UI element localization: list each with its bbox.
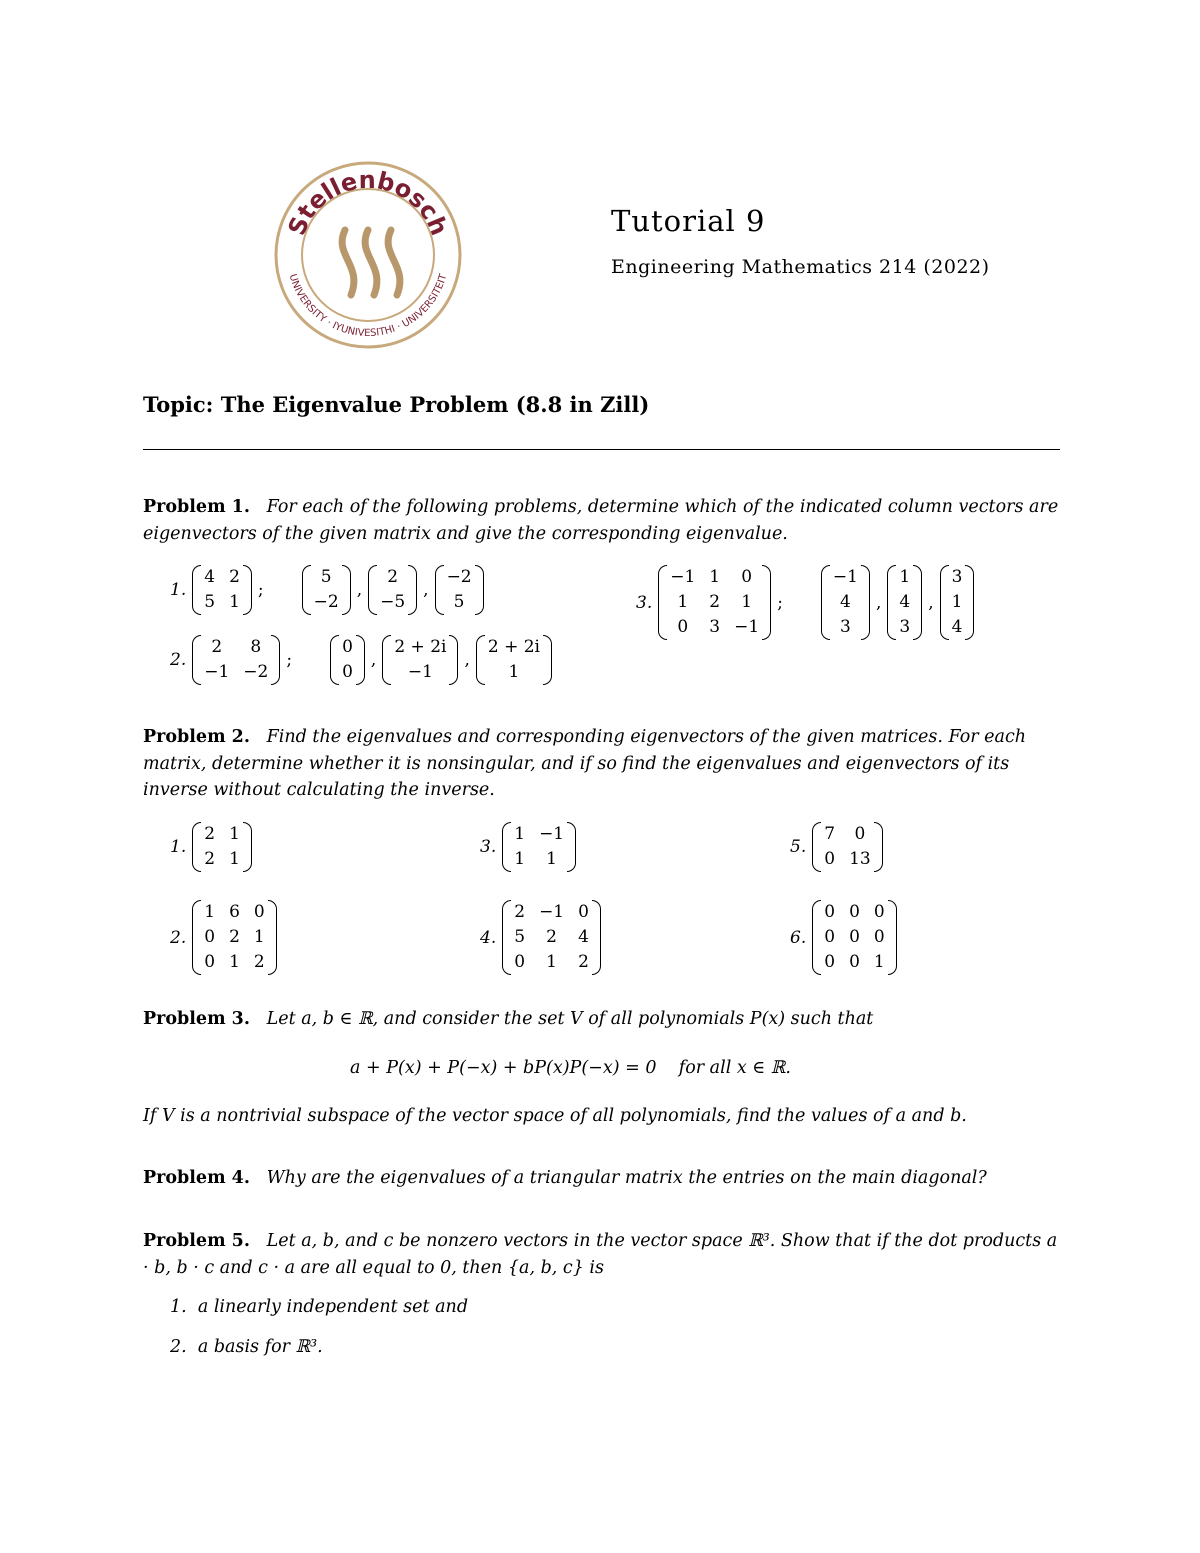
matrix-entry: 0 xyxy=(204,927,216,947)
matrix-entry: 0 xyxy=(514,952,526,972)
separator: , xyxy=(356,580,363,600)
matrix-entry: 2 xyxy=(514,902,526,922)
matrix-entry: 0 xyxy=(824,902,836,922)
matrix-entry: 2 xyxy=(229,567,240,587)
problem-3-equation: a + P(x) + P(−x) + bP(x)P(−x) = 0 for all x ∈ ℝ. xyxy=(350,1058,791,1078)
matrix-entry: −1 xyxy=(539,824,565,844)
problem-2-item xyxy=(790,900,897,975)
topic-heading: Topic: The Eigenvalue Problem (8.8 in Zill) xyxy=(143,392,650,417)
problem-3-text: Problem 3. Let a, b ∈ ℝ, and consider the set V of all polynomials P(x) such that xyxy=(143,1009,874,1029)
matrix-entry: 0 xyxy=(873,927,885,947)
problem-2-item xyxy=(170,822,252,872)
matrix-entry: 2 xyxy=(578,952,589,972)
column-vector xyxy=(435,565,484,615)
matrix-entry: 4 xyxy=(899,592,911,612)
separator: ; xyxy=(257,580,264,600)
matrix-entry: 1 xyxy=(546,849,557,869)
matrix-entry: 4 xyxy=(951,617,963,637)
matrix-entry: 1 xyxy=(204,902,216,922)
item-number: 5. xyxy=(790,837,807,857)
matrix-entry: −5 xyxy=(380,592,406,612)
matrix-entry: 0 xyxy=(578,902,589,922)
item-number: 6. xyxy=(790,927,807,948)
matrix-entry: 0 xyxy=(824,952,836,972)
matrix-entry: 1 xyxy=(514,849,526,869)
matrix-entry: 0 xyxy=(253,902,265,922)
separator: , xyxy=(423,580,429,600)
matrix-entry: 5 xyxy=(204,592,216,612)
matrix-entry: 0 xyxy=(824,849,836,869)
university-logo xyxy=(273,160,463,350)
item-number: 3. xyxy=(636,592,653,613)
item-number: 2. xyxy=(170,927,187,948)
item-number: 1. xyxy=(170,837,187,857)
matrix-entry: 2 xyxy=(204,849,216,869)
matrix xyxy=(502,822,576,872)
divider xyxy=(143,449,1060,450)
matrix-entry: 6 xyxy=(229,902,240,922)
matrix-entry: 1 xyxy=(899,567,911,587)
problem-2-item xyxy=(480,822,576,872)
item-number: 1. xyxy=(170,580,187,600)
matrix-entry: 1 xyxy=(253,927,265,947)
column-vector xyxy=(382,635,458,685)
matrix-entry: 5 xyxy=(453,592,465,612)
matrix-entry: 3 xyxy=(951,567,963,587)
matrix-entry: 1 xyxy=(677,592,689,612)
matrix-entry: 0 xyxy=(204,952,216,972)
matrix-entry: 0 xyxy=(824,927,836,947)
matrix-entry: 5 xyxy=(514,927,526,947)
problem-2-item xyxy=(480,900,601,975)
problem-2-item xyxy=(170,900,277,975)
matrix-entry: 13 xyxy=(849,849,871,869)
matrix-entry: −2 xyxy=(446,567,472,587)
matrix-entry: 1 xyxy=(508,662,520,682)
matrix xyxy=(812,900,896,975)
matrix-entry: 8 xyxy=(250,637,262,657)
matrix-entry: 0 xyxy=(854,824,866,844)
matrix-entry: 0 xyxy=(677,617,689,637)
matrix-entry: 0 xyxy=(741,567,753,587)
matrix-entry: 0 xyxy=(849,952,860,972)
matrix-entry: 4 xyxy=(578,927,589,947)
separator: , xyxy=(928,592,934,613)
column-vector xyxy=(821,565,870,640)
problem-2-item xyxy=(790,822,883,872)
problem-3-question: If V is a nontrivial subspace of the vector space of all polynomials, find the values of a and b. xyxy=(143,1106,967,1126)
column-vector xyxy=(330,635,365,685)
matrix-entry: 0 xyxy=(342,662,353,682)
separator: , xyxy=(464,650,470,670)
matrix-entry: 2 xyxy=(253,952,265,972)
matrix-entry: −2 xyxy=(243,662,269,682)
problem-1-text: Problem 1. For each of the following problems, determine which of the indicated column vectors are eigenvectors of the given matrix and give the corresponding eigenvalue. xyxy=(143,497,1059,544)
matrix-entry: 4 xyxy=(840,592,851,612)
column-vector xyxy=(887,565,922,640)
matrix-entry: −1 xyxy=(407,662,433,682)
item-number: 3. xyxy=(480,837,497,857)
separator: , xyxy=(370,650,377,670)
problem-5-text: Problem 5. Let a, b, and c be nonzero vectors in the vector space ℝ³. Show that if the dot products a · b, b · c and c · a are all equal to 0, then {a, b, c} is xyxy=(143,1231,1058,1278)
matrix-entry: −1 xyxy=(734,617,760,637)
matrix-entry: 2 xyxy=(204,824,216,844)
matrix-entry: 1 xyxy=(741,592,753,612)
problem-5-item-2: 2. a basis for ℝ³. xyxy=(170,1337,323,1357)
problem-1-item xyxy=(170,565,484,615)
matrix-entry: −1 xyxy=(204,662,230,682)
matrix-entry: 1 xyxy=(229,824,240,844)
matrix-entry: 4 xyxy=(204,567,216,587)
matrix-entry: 2 + 2i xyxy=(487,637,540,657)
matrix-entry: −1 xyxy=(539,902,565,922)
separator: , xyxy=(875,592,882,613)
problem-4-text: Problem 4. Why are the eigenvalues of a triangular matrix the entries on the main diagonal? xyxy=(143,1168,987,1188)
matrix-entry: 3 xyxy=(840,617,851,637)
matrix-entry: −1 xyxy=(832,567,858,587)
matrix-entry: 1 xyxy=(514,824,526,844)
column-vector xyxy=(302,565,351,615)
matrix xyxy=(192,635,280,685)
problem-5-item-1: 1. a linearly independent set and xyxy=(170,1297,469,1317)
matrix-entry: 3 xyxy=(709,617,721,637)
matrix xyxy=(192,822,252,872)
svg-text:Stellenbosch: Stellenbosch xyxy=(282,165,454,240)
matrix xyxy=(658,565,771,640)
matrix-entry: 1 xyxy=(229,849,240,869)
matrix-entry: 7 xyxy=(824,824,836,844)
matrix-entry: −2 xyxy=(313,592,339,612)
matrix-entry: 0 xyxy=(849,902,860,922)
matrix-entry: 2 xyxy=(546,927,557,947)
matrix-entry: 2 xyxy=(709,592,721,612)
matrix-entry: −1 xyxy=(670,567,696,587)
matrix-entry: 2 xyxy=(229,927,240,947)
tutorial-subtitle: Engineering Mathematics 214 (2022) xyxy=(611,256,990,278)
matrix xyxy=(502,900,601,975)
svg-text:UNIVERSITY · IYUNIVESITHI · UN: UNIVERSITY · IYUNIVESITHI · UNIVERSITEIT xyxy=(286,272,450,340)
tutorial-title: Tutorial 9 xyxy=(611,204,766,238)
item-number: 4. xyxy=(480,927,497,948)
matrix-entry: 5 xyxy=(320,567,332,587)
problem-1-item xyxy=(170,635,552,685)
matrix-entry: 1 xyxy=(546,952,557,972)
matrix xyxy=(192,900,276,975)
matrix-entry: 1 xyxy=(709,567,721,587)
matrix xyxy=(192,565,252,615)
matrix-entry: 0 xyxy=(873,902,885,922)
problem-1-item xyxy=(636,565,974,640)
item-number: 2. xyxy=(170,650,187,670)
problem-2-text: Problem 2. Find the eigenvalues and corresponding eigenvectors of the given matrices. For each matrix, determine whether it is nonsingular, and if so find the eigenvalues and eigenvectors of its inverse without calculating the inverse. xyxy=(143,727,1027,800)
matrix-entry: 1 xyxy=(229,952,240,972)
matrix-entry: 2 xyxy=(387,567,399,587)
column-vector xyxy=(368,565,417,615)
matrix-entry: 2 + 2i xyxy=(394,637,447,657)
matrix xyxy=(812,822,882,872)
column-vector xyxy=(476,635,552,685)
matrix-entry: 1 xyxy=(229,592,240,612)
separator: ; xyxy=(286,650,293,670)
matrix-entry: 1 xyxy=(873,952,885,972)
matrix-entry: 0 xyxy=(342,637,353,657)
matrix-entry: 2 xyxy=(211,637,223,657)
matrix-entry: 1 xyxy=(951,592,963,612)
matrix-entry: 3 xyxy=(899,617,911,637)
matrix-entry: 0 xyxy=(849,927,860,947)
separator: ; xyxy=(777,592,783,613)
column-vector xyxy=(940,565,975,640)
